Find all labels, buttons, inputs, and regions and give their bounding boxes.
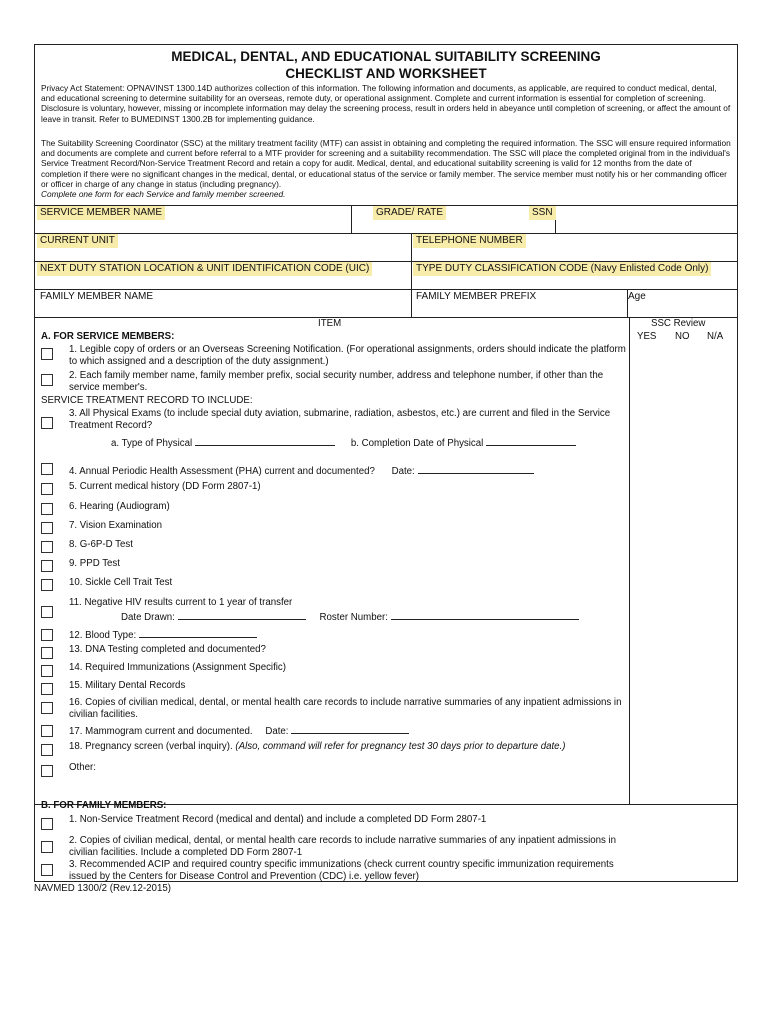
divider (351, 205, 352, 233)
form-title-line2: CHECKLIST AND WORKSHEET (285, 66, 487, 81)
pha-date-label: Date: (391, 466, 415, 477)
item-header: ITEM (318, 318, 342, 329)
checkbox-item-7[interactable] (41, 522, 53, 534)
divider (411, 233, 412, 317)
privacy-act-statement (41, 83, 731, 124)
family-item-3: 3. Recommended ACIP and required country specific immunizations (check current country specific immunization requirements issued by the Centers for Disease Control and Prevention (CDC) i.e. yellow fever) (69, 859, 614, 882)
item-15: 15. Military Dental Records (69, 680, 186, 691)
screening-form (34, 44, 738, 882)
checkbox-item-1[interactable] (41, 348, 53, 360)
item-7: 7. Vision Examination (69, 520, 162, 531)
item-17-line (69, 723, 629, 738)
item-3: 3. All Physical Exams (to include special duty aviation, submarine, radiation, asbestos, etc.) are current and filed in the Service Treatment Record? (69, 408, 611, 431)
ssn-field[interactable]: SSN (529, 206, 556, 220)
section-a-title: A. FOR SERVICE MEMBERS: (41, 331, 175, 342)
divider (35, 317, 737, 318)
checkbox-item-10[interactable] (41, 579, 53, 591)
family-item-1: 1. Non-Service Treatment Record (medical and dental) and include a completed DD Form 2807-1 (69, 814, 487, 825)
item-17: 17. Mammogram current and documented. (69, 726, 253, 737)
checkbox-family-item-2[interactable] (41, 841, 53, 853)
item-11-details (121, 609, 681, 624)
grade-rate-field[interactable]: GRADE/ RATE (373, 206, 446, 220)
checkbox-item-5[interactable] (41, 483, 53, 495)
ssc-statement (41, 138, 731, 199)
other-label: Other: (69, 762, 96, 773)
service-member-name-field[interactable]: SERVICE MEMBER NAME (37, 206, 165, 220)
str-heading: SERVICE TREATMENT RECORD TO INCLUDE: (41, 395, 253, 406)
item-14: 14. Required Immunizations (Assignment Specific) (69, 662, 286, 673)
item-18-note: (Also, command will refer for pregnancy test 30 days prior to departure date.) (235, 741, 566, 752)
divider (35, 233, 737, 234)
yes-header: YES (637, 331, 657, 342)
ssc-text: The Suitability Screening Coordinator (SSC) at the military treatment facility (MTF) can assist in obtaining and completing the required information. The SSC will ensure required information and documents are complete and current before referral to a MTF provider for screening and a suitability recommendation. The SSC will place the completed original from in the individual's Service Treatment Record/Non-Service Treatment Record and retain a copy for audit. Medical, dental, and educational suitability screening is valid for 12 months from the date of completion if there were no significant changes in the medical, dental, or educational status of the service or family member. The service member must notify his or her commanding officer or officer in charge of any change in status (including pregnancy). (41, 138, 731, 189)
family-member-prefix-field[interactable]: FAMILY MEMBER PREFIX (416, 291, 537, 302)
mammogram-date-input[interactable] (291, 723, 409, 734)
checkbox-item-16[interactable] (41, 702, 53, 714)
item-9: 9. PPD Test (69, 558, 120, 569)
item-18-line (69, 741, 669, 753)
date-drawn-label: Date Drawn: (121, 612, 175, 623)
item-18: 18. Pregnancy screen (verbal inquiry). (69, 741, 233, 752)
type-of-physical-input[interactable] (195, 435, 335, 446)
roster-number-input[interactable] (391, 609, 579, 620)
checkbox-item-9[interactable] (41, 560, 53, 572)
completion-date-label: b. Completion Date of Physical (350, 438, 484, 449)
item-3-type-line (111, 435, 671, 450)
family-member-name-field[interactable]: FAMILY MEMBER NAME (40, 291, 153, 302)
telephone-number-field[interactable]: TELEPHONE NUMBER (413, 234, 526, 248)
checkbox-item-2[interactable] (41, 374, 53, 386)
no-header: NO (675, 331, 690, 342)
item-12-line (69, 627, 629, 642)
item-2: 2. Each family member name, family member prefix, social security number, address and telephone number, if other than the service member's. (69, 370, 604, 393)
checkbox-other[interactable] (41, 765, 53, 777)
date-drawn-input[interactable] (178, 609, 306, 620)
checkbox-family-item-3[interactable] (41, 864, 53, 876)
item-13: 13. DNA Testing completed and documented? (69, 644, 266, 655)
family-item-2: 2. Copies of civilian medical, dental, or mental health care records to include narrative summaries of any inpatient admissions in civilian facilities. Include a completed DD Form 2807-1 (69, 835, 617, 858)
next-duty-station-field[interactable]: NEXT DUTY STATION LOCATION & UNIT IDENTIFICATION CODE (UIC) (37, 262, 372, 276)
item-6: 6. Hearing (Audiogram) (69, 501, 170, 512)
checkbox-family-item-1[interactable] (41, 818, 53, 830)
completion-date-input[interactable] (486, 435, 576, 446)
pha-date-input[interactable] (418, 463, 534, 474)
item-11: 11. Negative HIV results current to 1 year of transfer (69, 597, 293, 608)
checkbox-item-8[interactable] (41, 541, 53, 553)
review-column-divider (629, 317, 630, 804)
form-instruction: Complete one form for each Service and family member screened. (41, 189, 286, 200)
current-unit-field[interactable]: CURRENT UNIT (37, 234, 118, 248)
roster-number-label: Roster Number: (319, 612, 388, 623)
form-title-line1: MEDICAL, DENTAL, AND EDUCATIONAL SUITABILITY SCREENING (171, 49, 601, 64)
item-1: 1. Legible copy of orders or an Overseas Screening Notification. (For operational assignments, orders should indicate the platform to which assigned and a description of the duty assignment.) (69, 344, 626, 367)
ssc-review-header: SSC Review (651, 318, 706, 329)
item-12: 12. Blood Type: (69, 630, 137, 641)
checkbox-item-3[interactable] (41, 417, 53, 429)
mammogram-date-label: Date: (265, 726, 289, 737)
na-header: N/A (707, 331, 724, 342)
checkbox-item-12[interactable] (41, 629, 53, 641)
item-5: 5. Current medical history (DD Form 2807-1) (69, 481, 261, 492)
checkbox-item-13[interactable] (41, 647, 53, 659)
item-8: 8. G-6P-D Test (69, 539, 133, 550)
checkbox-item-4[interactable] (41, 463, 53, 475)
item-16: 16. Copies of civilian medical, dental, or mental health care records to include narrative summaries of any inpatient admissions in civilian facilities. (69, 697, 622, 720)
blood-type-input[interactable] (139, 627, 257, 638)
checkbox-item-6[interactable] (41, 503, 53, 515)
type-of-physical-label: a. Type of Physical (111, 438, 193, 449)
item-4: 4. Annual Periodic Health Assessment (PHA) current and documented? (69, 466, 375, 477)
type-duty-code-field[interactable]: TYPE DUTY CLASSIFICATION CODE (Navy Enlisted Code Only) (413, 262, 711, 276)
age-field[interactable]: Age (628, 291, 646, 302)
checkbox-item-18[interactable] (41, 744, 53, 756)
checkbox-item-15[interactable] (41, 683, 53, 695)
checkbox-item-17[interactable] (41, 725, 53, 737)
item-4-line (69, 463, 629, 478)
privacy-text: Privacy Act Statement: OPNAVINST 1300.14D authorizes collection of this information. The following information and documents, as applicable, are required to conduct medical, dental, and educational screening to determine suitability for an overseas, remote duty, or operational assignment. Complete and current information is essential for completion of screening. Disclosure is voluntary, however, missing or incomplete information may delay the screening process, result in orders held in abeyance until completion of screening, or affect the amount of leave in transit. Refer to BUMEDINST 1300.2B for implementing guidance. (41, 83, 731, 124)
form-number: NAVMED 1300/2 (Rev.12-2015) (34, 883, 171, 894)
checkbox-item-11[interactable] (41, 606, 53, 618)
checkbox-item-14[interactable] (41, 665, 53, 677)
item-10: 10. Sickle Cell Trait Test (69, 577, 173, 588)
section-b-title: B. FOR FAMILY MEMBERS: (41, 800, 167, 811)
